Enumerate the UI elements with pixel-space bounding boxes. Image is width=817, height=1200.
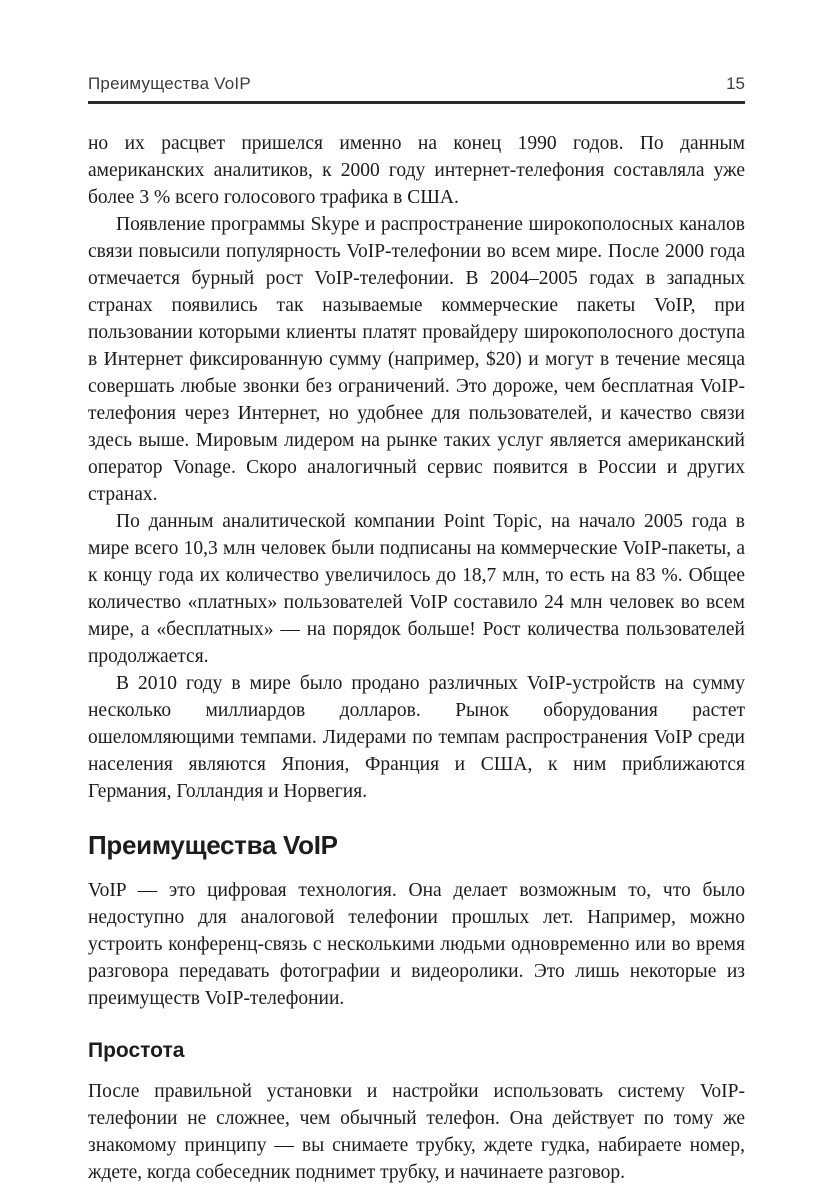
paragraph: После правильной установки и настройки использовать систему VoIP-телефонии не сложнее, чем обычный телефон. Она действует по тому же знакомому принципу — вы снимаете трубку, ждете гудка, набираете номер, ждете, когда собеседник поднимет трубку, и начинаете разговор.: [88, 1081, 745, 1183]
paragraph: В 2010 году в мире было продано различных VoIP-устройств на сумму несколько миллиардов долларов. Рынок оборудования растет ошеломляющими темпами. Лидерами по темпам распространения VoIP среди населения являются Япония, Франция и США, к ним приближаются Германия, Голландия и Норвегия.: [88, 673, 745, 802]
paragraph: но их расцвет пришелся именно на конец 1990 годов. По данным американских аналитиков, к 2000 году интернет-телефония составляла уже более 3 % всего голосового трафика в США.: [88, 133, 745, 208]
page-header: [88, 74, 745, 94]
section-heading: Преимущества VoIP: [88, 830, 338, 860]
header-rule: [88, 101, 745, 104]
paragraph: VoIP — это цифровая технология. Она делает возможным то, что было недоступно для аналоговой телефонии прошлых лет. Например, можно устроить конференц-связь с несколькими людьми одновременно или во время разговора передавать фотографии и видеоролики. Это лишь некоторые из преимуществ VoIP-телефонии.: [88, 880, 745, 1009]
body-text: [88, 130, 745, 1186]
paragraph: По данным аналитической компании Point Topic, на начало 2005 года в мире всего 10,3 млн человек были подписаны на коммерческие VoIP-пакеты, а к концу года их количество увеличилось до 18,7 млн, то есть на 83 %. Общее количество «платных» пользователей VoIP составило 24 млн человек во всем мире, а «бесплатных» — на порядок больше! Рост количества пользователей продолжается.: [88, 511, 745, 667]
page-number: 15: [726, 74, 745, 93]
subsection-heading: Простота: [88, 1039, 185, 1062]
running-title: Преимущества VoIP: [88, 74, 251, 93]
paragraph: Появление программы Skype и распространение широкополосных каналов связи повысили популярность VoIP-телефонии во всем мире. После 2000 года отмечается бурный рост VoIP-телефонии. В 2004–2005 годах в западных странах появились так называемые коммерческие пакеты VoIP, при пользовании которыми клиенты платят провайдеру широкополосного доступа в Интернет фиксированную сумму (например, $20) и могут в течение месяца совершать любые звонки без ограничений. Это дороже, чем бесплатная VoIP-телефония через Интернет, но удобнее для пользователей, и качество связи здесь выше. Мировым лидером на рынке таких услуг является американский оператор Vonage. Скоро аналогичный сервис появится в России и других странах.: [88, 214, 745, 505]
